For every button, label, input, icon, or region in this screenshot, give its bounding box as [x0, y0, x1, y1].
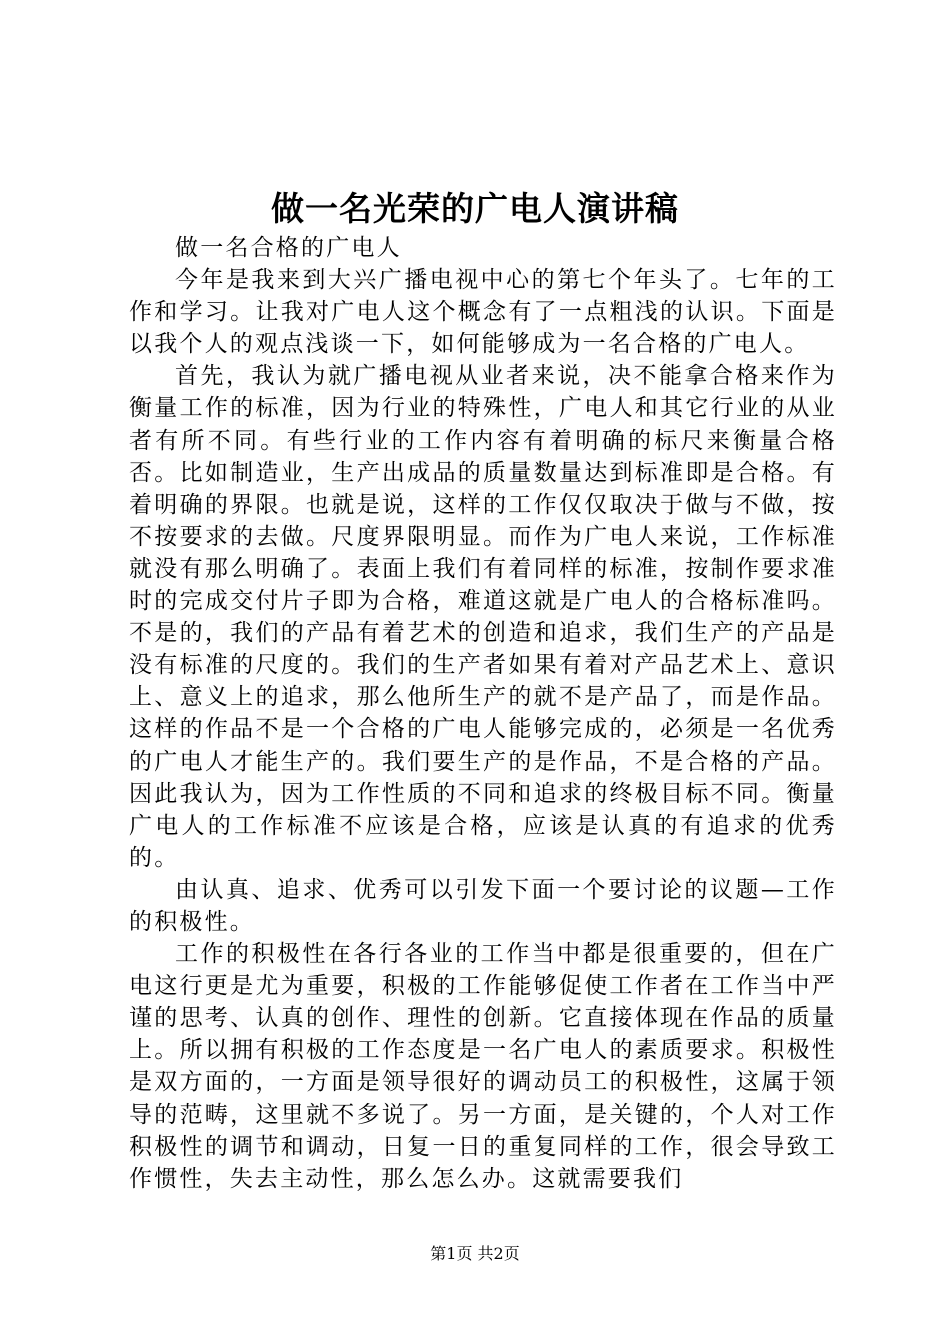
page-number-footer: 第1页 共2页: [430, 1244, 520, 1263]
paragraph-intro: 今年是我来到大兴广播电视中心的第七个年头了。七年的工作和学习。让我对广电人这个概念有了一点粗浅的认识。下面是以我个人的观点浅谈一下，如何能够成为一名合格的广电人。: [129, 267, 837, 358]
document-body: [129, 232, 837, 1195]
document-title: 做一名光荣的广电人演讲稿: [271, 189, 679, 228]
paragraph-transition: 由认真、追求、优秀可以引发下面一个要讨论的议题—工作的积极性。: [129, 876, 837, 935]
paragraph-enthusiasm: 工作的积极性在各行各业的工作当中都是很重要的，但在广电这行更是尤为重要，积极的工作能够促使工作者在工作当中严谨的思考、认真的创作、理性的创新。它直接体现在作品的质量上。所以拥有积极的工作态度是一名广电人的素质要求。积极性是双方面的，一方面是领导很好的调动员工的积极性，这属于领导的范畴，这里就不多说了。另一方面，是关键的，个人对工作积极性的调节和调动，日复一日的重复同样的工作，很会导致工作惯性，失去主动性，那么怎么办。这就需要我们: [129, 941, 837, 1192]
paragraph-standards: 首先，我认为就广播电视从业者来说，决不能拿合格来作为衡量工作的标准，因为行业的特殊性，广电人和其它行业的从业者有所不同。有些行业的工作内容有着明确的标尺来衡量合格否。比如制造业，生产出成品的质量数量达到标准即是合格。有着明确的界限。也就是说，这样的工作仅仅取决于做与不做，按不按要求的去做。尺度界限明显。而作为广电人来说，工作标准就没有那么明确了。表面上我们有着同样的标准，按制作要求准时的完成交付片子即为合格，难道这就是广电人的合格标准吗。不是的，我们的产品有着艺术的创造和追求，我们生产的产品是没有标准的尺度的。我们的生产者如果有着对产品艺术上、意识上、意义上的追求，那么他所生产的就不是产品了，而是作品。这样的作品不是一个合格的广电人能够完成的，必须是一名优秀的广电人才能生产的。我们要生产的是作品，不是合格的产品。因此我认为，因为工作性质的不同和追求的终极目标不同。衡量广电人的工作标准不应该是合格，应该是认真的有追求的优秀的。: [129, 363, 837, 871]
paragraph-subtitle: 做一名合格的广电人: [175, 235, 402, 261]
